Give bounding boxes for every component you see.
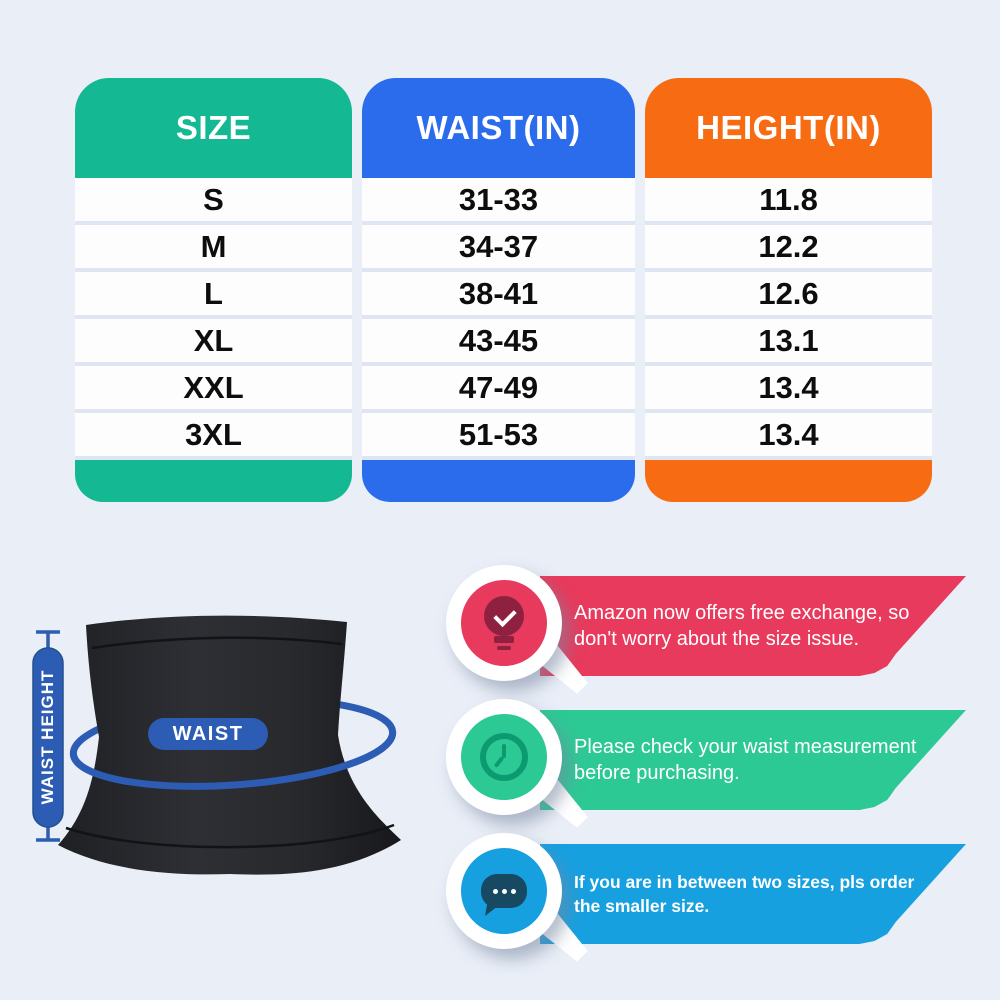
table-cell: XXL <box>75 366 352 413</box>
table-cell: 34-37 <box>362 225 635 272</box>
table-cell: 13.1 <box>645 319 932 366</box>
table-cell: XL <box>75 319 352 366</box>
table-column-waist <box>362 78 635 502</box>
table-cell: 12.2 <box>645 225 932 272</box>
callout-free-exchange <box>440 563 985 697</box>
table-cell: 38-41 <box>362 272 635 319</box>
magnifier-lens <box>446 565 562 681</box>
table-cell: 51-53 <box>362 413 635 460</box>
callout-line: the smaller size. <box>574 895 710 916</box>
magnifier-lens <box>446 833 562 949</box>
table-cell: M <box>75 225 352 272</box>
column-header-height: HEIGHT(IN) <box>645 78 932 178</box>
table-cell: 11.8 <box>645 178 932 225</box>
waist-label: WAIST <box>172 723 244 745</box>
table-cell: 47-49 <box>362 366 635 413</box>
callout-line: don't worry about the size issue. <box>574 627 860 650</box>
table-cell: 12.6 <box>645 272 932 319</box>
column-footer-bar <box>362 460 635 502</box>
table-cell: 43-45 <box>362 319 635 366</box>
table-column-height <box>645 78 932 502</box>
callout-check-measurement <box>440 697 985 831</box>
column-header-size: SIZE <box>75 78 352 178</box>
callout-text <box>574 844 915 944</box>
clock-icon <box>480 733 528 781</box>
chat-dots-icon <box>481 874 527 908</box>
table-column-size <box>75 78 352 502</box>
callout-text <box>574 710 917 810</box>
magnifier-lens <box>446 699 562 815</box>
table-cell: L <box>75 272 352 319</box>
column-header-waist: WAIST(IN) <box>362 78 635 178</box>
table-cell: 13.4 <box>645 366 932 413</box>
callout-between-sizes <box>440 831 985 965</box>
callout-line: Please check your waist measurement <box>574 735 917 758</box>
callout-line: before purchasing. <box>574 761 740 784</box>
column-footer-bar <box>645 460 932 502</box>
table-cell: S <box>75 178 352 225</box>
table-cell: 13.4 <box>645 413 932 460</box>
callout-line: Amazon now offers free exchange, so <box>574 601 910 624</box>
callout-text <box>574 576 910 676</box>
column-footer-bar <box>75 460 352 502</box>
waist-height-label: WAIST HEIGHT <box>38 669 57 805</box>
table-cell: 31-33 <box>362 178 635 225</box>
lightbulb-check-icon <box>482 594 526 652</box>
table-cell: 3XL <box>75 413 352 460</box>
callout-line: If you are in between two sizes, pls order <box>574 871 915 892</box>
